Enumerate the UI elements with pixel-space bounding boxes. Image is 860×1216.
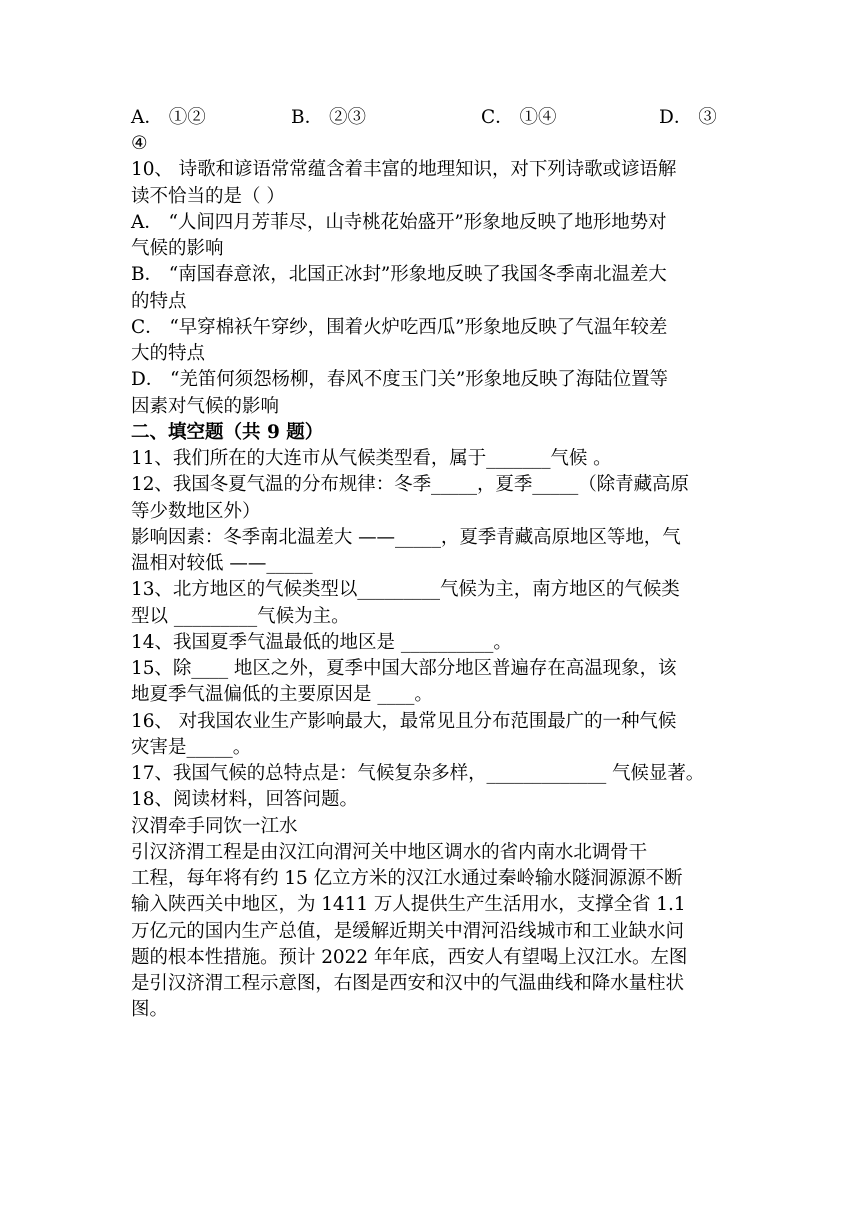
q10-option-b-line-1: B． “南国春意浓，北国正冰封”形象地反映了我国冬季南北温差大: [131, 264, 667, 285]
q14-line: 14、我国夏季气温最低的地区是 __________。: [131, 632, 512, 653]
reading-paragraph-line-7: 图。: [131, 999, 169, 1020]
q13-line-2: 型以 _________气候为主。: [131, 606, 350, 627]
q15-line-2: 地夏季气温偏低的主要原因是 ____。: [131, 684, 433, 705]
q10-option-d-line-1: D． “羌笛何须怨杨柳，春风不度玉门关”形象地反映了海陆位置等: [131, 369, 668, 390]
q9-option-b: B． ②③: [291, 107, 366, 128]
q12-line-4: 温相对较低 ——_____: [131, 553, 313, 574]
q10-stem-line-1: 10、 诗歌和谚语常常蕴含着丰富的地理知识，对下列诗歌或谚语解: [131, 159, 677, 180]
q12-line-3: 影响因素：冬季南北温差大 ——_____，夏季青藏高原地区等地，气: [131, 527, 681, 548]
q13-line-1: 13、北方地区的气候类型以_________气候为主，南方地区的气候类: [131, 579, 680, 600]
q9-option-d: D． ③: [659, 107, 717, 128]
q9-options-row: [131, 105, 731, 131]
reading-paragraph-line-6: 是引汉济渭工程示意图，右图是西安和汉中的气温曲线和降水量柱状: [131, 973, 684, 994]
q10-option-b-line-2: 的特点: [131, 291, 187, 312]
q15-line-1: 15、除____ 地区之外，夏季中国大部分地区普遍存在高温现象，该: [131, 658, 677, 679]
q12-line-1: 12、我国冬夏气温的分布规律：冬季_____，夏季_____（除青藏高原: [131, 474, 689, 495]
reading-paragraph-line-3: 输入陕西关中地区，为 1411 万人提供生产生活用水，支撑全省 1.1: [131, 894, 686, 915]
q17-line: 17、我国气候的总特点是：气候复杂多样，_____________ 气候显著。: [131, 763, 705, 784]
section-2-title: 二、填空题（共 9 题）: [131, 422, 324, 443]
q10-option-d-line-2: 因素对气候的影响: [131, 396, 280, 417]
q9-option-c: C． ①④: [481, 107, 557, 128]
q10-option-c-line-1: C． “早穿棉袄午穿纱，围着火炉吃西瓜”形象地反映了气温年较差: [131, 317, 668, 338]
q10-option-a-line-1: A． “人间四月芳菲尽，山寺桃花始盛开”形象地反映了地形地势对: [131, 212, 667, 233]
q9-option-a: A． ①②: [131, 107, 206, 128]
q9-option-d-continued: ④: [131, 133, 148, 154]
q12-line-2: 等少数地区外）: [131, 501, 261, 522]
reading-paragraph-line-4: 万亿元的国内生产总值，是缓解近期关中渭河沿线城市和工业缺水问: [131, 921, 684, 942]
q11-line: 11、我们所在的大连市从气候类型看，属于_______气候 。: [131, 448, 612, 469]
q10-option-a-line-2: 气候的影响: [131, 238, 224, 259]
q10-stem-line-2: 读不恰当的是（ ）: [131, 186, 285, 207]
q16-line-2: 灾害是_____。: [131, 737, 252, 758]
reading-paragraph-line-1: 引汉济渭工程是由汉江向渭河关中地区调水的省内南水北调骨干: [131, 842, 648, 863]
reading-title: 汉渭牵手同饮一江水: [131, 816, 298, 837]
reading-paragraph-line-2: 工程，每年将有约 15 亿立方米的汉江水通过秦岭输水隧洞源源不断: [131, 868, 683, 889]
q18-line: 18、阅读材料，回答问题。: [131, 789, 359, 810]
reading-paragraph-line-5: 题的根本性措施。预计 2022 年年底，西安人有望喝上汉江水。左图: [131, 947, 688, 968]
q16-line-1: 16、 对我国农业生产影响最大，最常见且分布范围最广的一种气候: [131, 711, 677, 732]
q10-option-c-line-2: 大的特点: [131, 343, 206, 364]
